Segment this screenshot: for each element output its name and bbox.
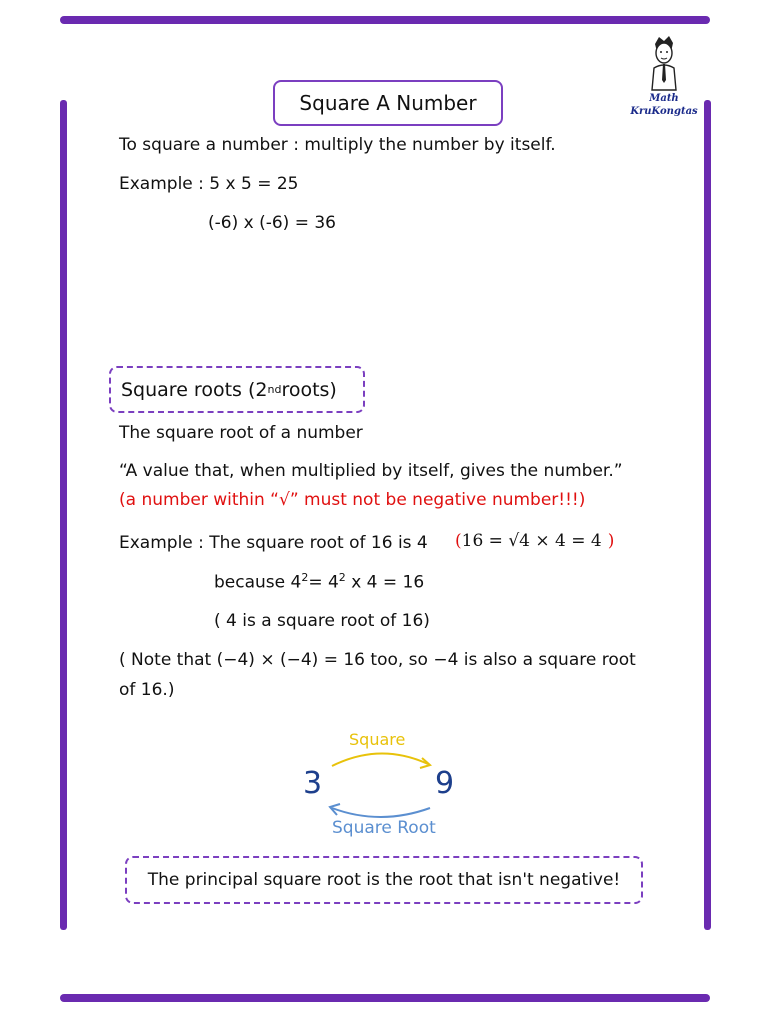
because-end: x 4 = 16 — [345, 572, 425, 593]
page-title: Square A Number — [273, 80, 503, 126]
example-2: (-6) x (-6) = 36 — [208, 213, 336, 233]
square-label: Square — [349, 730, 406, 749]
negative-root-note-2: of 16.) — [119, 680, 175, 700]
sqrt-formula — [455, 531, 614, 551]
right-border — [704, 100, 711, 930]
because-line — [214, 571, 424, 593]
left-border — [60, 100, 67, 930]
square-root-label: Square Root — [332, 818, 436, 838]
formula-body: 16 = √4 × 4 = 4 — [461, 531, 602, 551]
top-border — [60, 16, 710, 24]
section-heading-end: roots) — [281, 378, 337, 401]
because-sup-1: 2 — [301, 571, 309, 584]
number-nine: 9 — [435, 766, 455, 801]
sqrt-example: Example : The square root of 16 is 4 — [119, 533, 428, 553]
square-root-arrow — [332, 808, 430, 817]
formula-close-paren: ) — [607, 531, 615, 551]
negative-warning: (a number within “√” must not be negative number!!!) — [119, 490, 586, 510]
bottom-border — [60, 994, 710, 1002]
because-sup-2: 2 — [338, 571, 346, 584]
section-heading-sup: nd — [267, 383, 282, 396]
square-arrow — [332, 753, 428, 766]
logo — [622, 34, 706, 118]
formula-open-paren: ( — [455, 531, 462, 551]
mascot-icon — [644, 34, 684, 92]
square-root-note: ( 4 is a square root of 16) — [214, 611, 430, 631]
principal-root-note: The principal square root is the root that isn't negative! — [125, 856, 643, 904]
because-mid: = 4 — [308, 572, 339, 593]
logo-line1: Math — [649, 93, 679, 104]
example-1: Example : 5 x 5 = 25 — [119, 174, 299, 194]
square-definition: To square a number : multiply the number by itself. — [119, 135, 556, 155]
because-text: because 4 — [214, 572, 302, 593]
section-heading — [109, 366, 365, 413]
sqrt-intro: The square root of a number — [119, 423, 363, 443]
logo-line2: KruKongtas — [630, 106, 698, 117]
number-three: 3 — [303, 766, 323, 801]
negative-root-note-1: ( Note that (−4) × (−4) = 16 too, so −4 is also a square root — [119, 650, 636, 670]
sqrt-definition-quote: “A value that, when multiplied by itself, gives the number.” — [119, 461, 623, 481]
section-heading-text: Square roots (2 — [121, 378, 268, 401]
